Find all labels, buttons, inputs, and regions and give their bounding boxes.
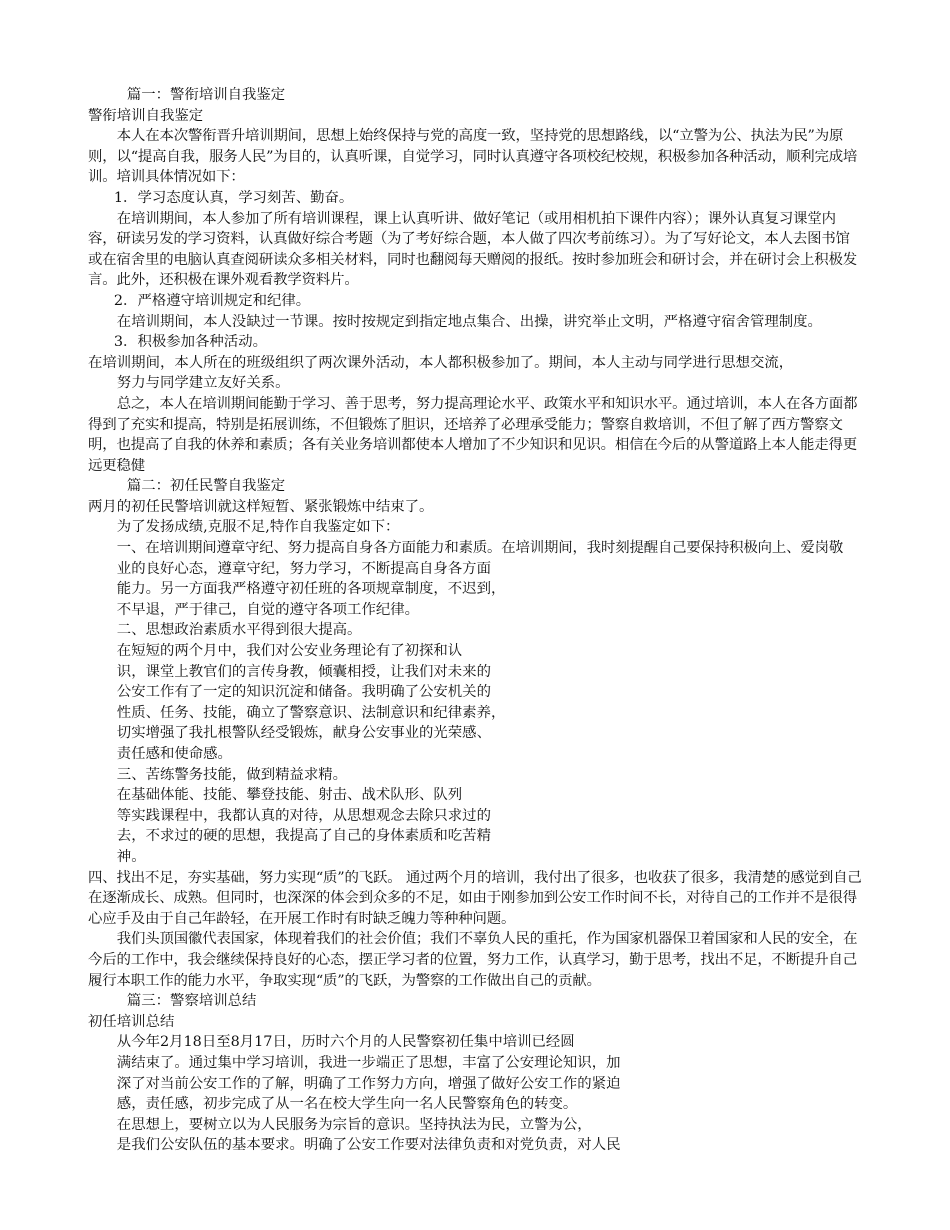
document-body — [88, 85, 863, 1156]
paragraph: 本人在本次警衔晋升培训期间，思想上始终保持与党的高度一致，坚持党的思想路线，以“立警为公、执法为民”为原则，以“提高自我，服务人民”为目的，认真听课，自觉学习，同时认真遵守各项校纪校规，积极参加各种活动，顺利完成培训。培训具体情况如下： — [88, 128, 858, 186]
paragraph: 努力与同学建立友好关系。 — [116, 375, 290, 392]
paragraph: 3．积极参加各种活动。 — [113, 334, 267, 351]
paragraph: 在培训期间，本人参加了所有培训课程，课上认真听讲、做好笔记（或用相机拍下课件内容）；课外认真复习课堂内容，研读另发的学习资料，认真做好综合考题（为了考好综合题，本人做了四次考前练习）。为了写好论文，本人去图书馆或在宿舍里的电脑认真查阅研读众多相关材料，同时也翻阅每天赠阅的报纸。按时参加班会和研讨会，并在研讨会上积极发言。此外，还积极在课外观看教学资料片。 — [88, 210, 857, 289]
paragraph: 2．严格遵守培训规定和纪律。 — [113, 292, 311, 309]
paragraph: 四、找出不足，夯实基础，努力实现“质”的飞跃。 通过两个月的培训，我付出了很多，也收获了很多，我清楚的感觉到自己在逐渐成长、成熟。但同时，也深深的体会到众多的不足，如由于刚参加到公安工作时间不长，对待自己的工作并不是很得心应手及由于自己年龄轻，在开展工作时有时缺乏魄力等种种问题。 — [88, 869, 862, 927]
paragraph: 我们头顶国徽代表国家，体现着我们的社会价值；我们不辜负人民的重托，作为国家机器保卫着国家和人民的安全，在今后的工作中，我会继续保持良好的心态，摆正学习者的位置，努力工作，认真学习，勤于思考，找出不足，不断提升自己履行本职工作的能力水平，争取实现“质”的飞跃，为警察的工作做出自己的贡献。 — [88, 931, 858, 989]
paragraph: 在培训期间，本人所在的班级组织了两次课外活动，本人都积极参加了。期间，本人主动与同学进行思想交流， — [88, 354, 794, 371]
paragraph: 在思想上，要树立以为人民服务为宗旨的意识。坚持执法为民，立警为公， — [116, 1116, 592, 1133]
paragraph: 二、思想政治素质水平得到很大提高。 — [116, 622, 362, 639]
paragraph: 两月的初任民警培训就这样短暂、紧张锻炼中结束了。 — [88, 498, 434, 515]
paragraph: 为了发扬成绩,克服不足,特作自我鉴定如下： — [116, 519, 400, 536]
paragraph: 是我们公安队伍的基本要求。明确了公安工作要对法律负责和对党负责，对人民 — [116, 1137, 621, 1154]
paragraph: 一、在培训期间遵章守纪、努力提高自身各方面能力和素质。在培训期间，我时刻提醒自己要保持积极向上、爱岗敬 — [116, 540, 844, 557]
paragraph: 篇二：初任民警自我鉴定 — [126, 478, 286, 495]
paragraph: 深了对当前公安工作的了解，明确了工作努力方向，增强了做好公安工作的紧迫 — [116, 1075, 621, 1092]
paragraph: 责任感和使命感。 — [116, 746, 232, 762]
paragraph: 性质、任务、技能，确立了警察意识、法制意识和纪律素养， — [116, 704, 506, 721]
paragraph: 在短短的两个月中，我们对公安业务理论有了初探和认 — [116, 643, 463, 660]
paragraph: 公安工作有了一定的知识沉淀和储备。我明确了公安机关的 — [116, 684, 491, 701]
paragraph: 去，不求过的硬的思想，我提高了自己的身体素质和吃苦精 — [116, 828, 491, 845]
paragraph: 感，责任感，初步完成了从一名在校大学生向一名人民警察角色的转变。 — [116, 1096, 578, 1113]
paragraph: 在培训期间，本人没缺过一节课。按时按规定到指定地点集合、出操，讲究举止文明，严格遵守宿舍管理制度。 — [116, 313, 822, 330]
paragraph: 神。 — [116, 848, 146, 865]
paragraph: 篇一：警衔培训自我鉴定 — [126, 87, 286, 103]
paragraph: 在基础体能、技能、攀登技能、射击、战术队形、队列 — [116, 787, 463, 804]
paragraph: 1．学习态度认真，学习刻苦、勤奋。 — [113, 189, 354, 206]
paragraph: 警衔培训自我鉴定 — [88, 107, 204, 124]
paragraph: 满结束了。通过集中学习培训，我进一步端正了思想，丰富了公安理论知识，加 — [116, 1054, 621, 1071]
paragraph: 总之，本人在培训期间能勤于学习、善于思考，努力提高理论水平、政策水平和知识水平。通过培训，本人在各方面都得到了充实和提高，特别是拓展训练，不但锻炼了胆识，还培养了必理承受能力；警察自救培训，不但了解了西方警察文明，也提高了自我的休养和素质；各有关业务培训都使本人增加了不少知识和见识。相信在今后的从警道路上本人能走得更远更稳健 — [88, 395, 858, 474]
paragraph: 业的良好心态，遵章守纪，努力学习，不断提高自身各方面 — [116, 560, 491, 577]
paragraph: 不早退，严于律己，自觉的遵守各项工作纪律。 — [116, 601, 420, 618]
paragraph: 切实增强了我扎根警队经受锻炼，献身公安事业的光荣感、 — [116, 725, 491, 742]
paragraph: 等实践课程中，我都认真的对待，从思想观念去除只求过的 — [116, 807, 491, 824]
paragraph: 从今年2月18日至8月17日，历时六个月的人民警察初任集中培训已经圆 — [116, 1034, 575, 1051]
paragraph: 三、苦练警务技能，做到精益求精。 — [116, 766, 348, 783]
paragraph: 篇三：警察培训总结 — [126, 993, 257, 1010]
paragraph: 能力。另一方面我严格遵守初任班的各项规章制度，不迟到， — [116, 581, 506, 598]
paragraph: 初任培训总结 — [88, 1013, 175, 1030]
paragraph: 识，课堂上教官们的言传身教，倾囊相授，让我们对未来的 — [116, 663, 491, 680]
